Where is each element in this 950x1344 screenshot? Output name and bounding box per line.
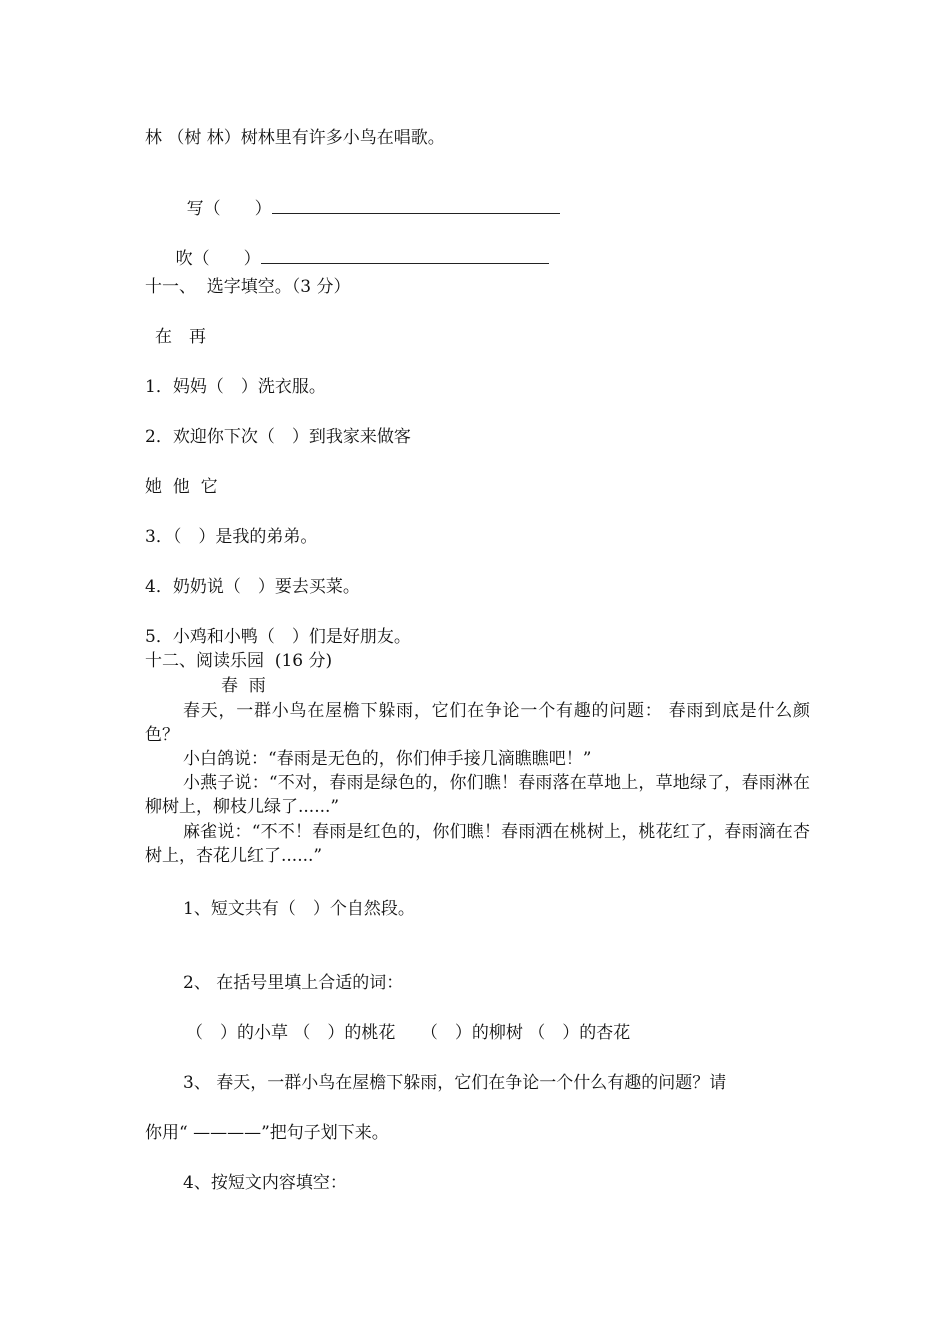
passage-paragraph-2: 小白鸽说：“春雨是无色的，你们伸手接几滴瞧瞧吧！” xyxy=(183,749,592,769)
passage-title: 春 雨 xyxy=(221,676,266,696)
passage-paragraph-1: 春天，一群小鸟在屋檐下躲雨，它们在争论一个有趣的问题： 春雨到底是什么颜色？ xyxy=(145,701,810,745)
section-eleven-heading: 十一、 选字填空。（3 分） xyxy=(145,277,351,297)
question-2: 2．欢迎你下次（ ）到我家来做客 xyxy=(145,427,411,447)
passage-paragraph-4: 麻雀说：“不不！春雨是红色的，你们瞧！春雨洒在桃树上，桃花红了，春雨滴在杏树上，杏花儿红了......” xyxy=(145,822,810,866)
reading-question-2-blanks: （ ）的小草 （ ）的桃花 （ ）的柳树 （ ）的杏花 xyxy=(186,1023,631,1043)
reading-question-1: 1、短文共有（ ）个自然段。 xyxy=(183,899,415,919)
blow-item-label: 吹（ ） xyxy=(175,249,261,269)
section-twelve-heading: 十二、阅读乐园 (16 分) xyxy=(145,651,333,671)
reading-question-3-line-1: 3、 春天，一群小鸟在屋檐下躲雨，它们在争论一个什么有趣的问题？请 xyxy=(183,1073,727,1093)
reading-question-4: 4、按短文内容填空： xyxy=(183,1173,347,1193)
question-4: 4．奶奶说（ ）要去买菜。 xyxy=(145,577,360,597)
question-5: 5．小鸡和小鸭（ ）们是好朋友。 xyxy=(145,627,411,647)
blow-answer-line[interactable] xyxy=(261,248,549,264)
reading-question-2: 2、 在括号里填上合适的词： xyxy=(183,973,404,993)
example-sentence: 林 （树 林）树林里有许多小鸟在唱歌。 xyxy=(145,128,445,148)
choice-chars-1: 在 再 xyxy=(155,327,206,347)
question-1: 1．妈妈（ ）洗衣服。 xyxy=(145,377,326,397)
passage-paragraph-3: 小燕子说：“不对，春雨是绿色的，你们瞧！春雨落在草地上，草地绿了，春雨淋在柳树上，柳枝儿绿了......” xyxy=(145,773,810,817)
question-3: 3．（ ）是我的弟弟。 xyxy=(145,527,318,547)
reading-question-3-line-2: 你用“ ————”把句子划下来。 xyxy=(145,1123,389,1143)
write-answer-line[interactable] xyxy=(272,198,560,214)
write-item-label: 写（ ） xyxy=(186,199,272,219)
choice-chars-2: 她 他 它 xyxy=(145,477,218,497)
